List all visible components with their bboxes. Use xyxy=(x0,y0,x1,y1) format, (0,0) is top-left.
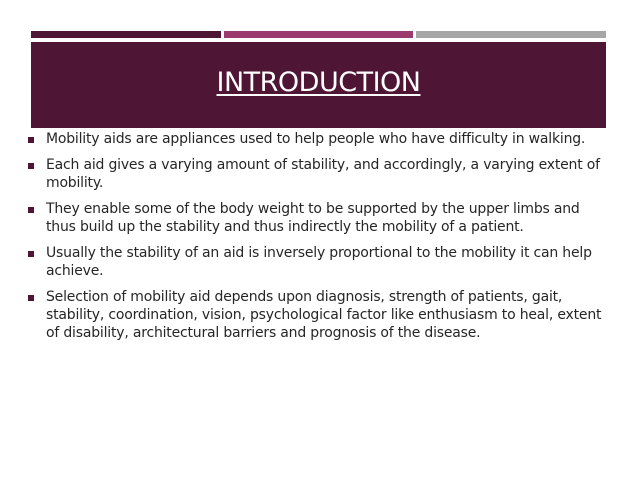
square-bullet-icon xyxy=(28,207,34,213)
square-bullet-icon xyxy=(28,251,34,257)
bullet-text: Each aid gives a varying amount of stability, and accordingly, a varying extent of mobility. xyxy=(46,157,600,191)
square-bullet-icon xyxy=(28,137,34,143)
list-item xyxy=(0,200,611,236)
list-item xyxy=(0,288,611,342)
slide-title: INTRODUCTION xyxy=(216,67,421,98)
top-stripe-right xyxy=(416,31,606,38)
list-item xyxy=(0,130,611,148)
bullet-text: Selection of mobility aid depends upon diagnosis, strength of patients, gait, stability, coordination, vision, psychological factor like enthusiasm to heal, extent of disability, architectural barriers and prognosis of the disease. xyxy=(46,289,602,341)
bullet-text: Usually the stability of an aid is inversely proportional to the mobility it can help achieve. xyxy=(46,245,592,279)
bullet-text: Mobility aids are appliances used to help people who have difficulty in walking. xyxy=(46,131,586,147)
top-stripe-middle xyxy=(224,31,413,38)
bullet-text: They enable some of the body weight to be supported by the upper limbs and thus build up the stability and thus indirectly the mobility of a patient. xyxy=(46,201,580,235)
list-item xyxy=(0,156,611,192)
bullet-list xyxy=(0,129,638,342)
square-bullet-icon xyxy=(28,295,34,301)
title-band xyxy=(31,42,606,128)
top-stripe-left xyxy=(31,31,221,38)
square-bullet-icon xyxy=(28,163,34,169)
list-item xyxy=(0,244,611,280)
